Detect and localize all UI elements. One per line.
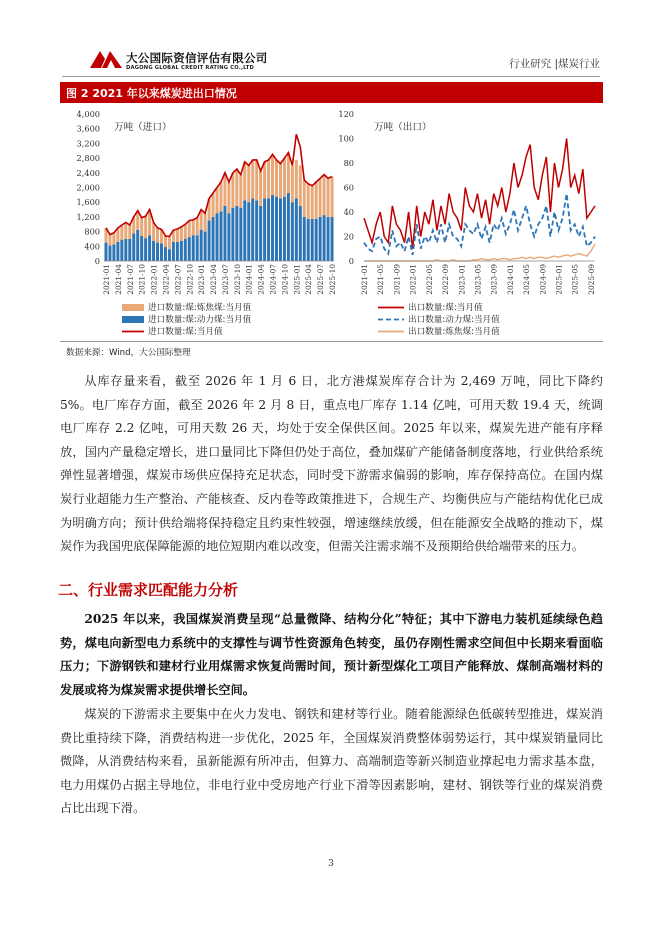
import-x-tick-label: 2022-04 [161, 264, 171, 295]
export-y-tick-label: 60 [343, 182, 354, 193]
import-thermal-bar [219, 211, 222, 261]
import-coking-bar [299, 165, 302, 205]
import-coking-bar [279, 164, 282, 199]
export-x-tick-label: 2025-09 [586, 264, 596, 295]
import-legend-label: 进口数量:煤:当月值 [148, 327, 223, 337]
import-x-tick-label: 2021-07 [125, 264, 135, 295]
export-y-tick-label: 40 [343, 207, 354, 217]
import-thermal-bar [247, 202, 250, 261]
import-x-tick-label: 2021-01 [101, 264, 111, 295]
import-thermal-bar [192, 235, 195, 261]
import-coking-bar [204, 213, 207, 231]
import-thermal-bar [327, 217, 330, 261]
import-coking-bar [219, 182, 222, 211]
export-x-tick-label: 2025-05 [570, 264, 580, 295]
import-y-tick-label: 4,000 [76, 109, 100, 119]
import-coking-bar [255, 160, 258, 200]
import-thermal-bar [299, 206, 302, 261]
import-thermal-bar [104, 243, 107, 261]
import-thermal-bar [231, 208, 234, 261]
import-thermal-bar [184, 239, 187, 261]
import-x-tick-label: 2025-04 [304, 264, 314, 295]
export-legend-label: 出口数量:炼焦煤:当月值 [408, 327, 500, 337]
import-x-tick-label: 2024-04 [256, 264, 266, 295]
import-y-tick-label: 800 [84, 226, 100, 237]
import-thermal-bar [315, 219, 318, 261]
export-x-tick-label: 2025-01 [554, 264, 564, 295]
import-unit-label: 万吨（进口） [114, 122, 172, 133]
import-coking-bar [259, 171, 262, 206]
import-y-tick-label: 3,200 [76, 138, 100, 149]
import-legend [122, 301, 252, 337]
import-x-tick-label: 2024-10 [280, 264, 290, 295]
import-thermal-bar [263, 199, 266, 261]
import-thermal-bar [120, 240, 123, 261]
export-x-tick-label: 2021-05 [376, 264, 386, 295]
export-x-tick-label: 2024-09 [538, 264, 548, 295]
export-x-tick-label: 2023-05 [473, 264, 483, 295]
export-x-tick-label: 2023-09 [489, 264, 499, 295]
import-coking-bar [140, 218, 143, 236]
header-divider [62, 76, 600, 77]
import-thermal-bar [271, 195, 274, 261]
import-thermal-bar [204, 232, 207, 261]
export-x-tick-label: 2024-01 [505, 264, 515, 295]
import-x-tick-label: 2023-04 [209, 264, 219, 295]
dagong-logo-icon [88, 48, 124, 70]
import-thermal-bar [283, 197, 286, 261]
export-y-tick-label: 100 [338, 133, 354, 144]
import-coking-bar [263, 162, 266, 199]
import-coking-bar [303, 180, 306, 217]
import-coking-bar [231, 173, 234, 208]
body-paragraph-inventory: 从库存量来看，截至 2026 年 1 月 6 日，北方港煤炭库存合计为 2,469 万吨，同比下降约 5%。电厂库存方面，截至 2026 年 2 月 8 日，重点电厂库存 1.14 亿吨，可用天数 19.4 天，统调电厂库存 2.2 亿吨，可用天数 26 天，均处于安全保供区间。2025 年以来，煤炭先进产能有序释放，国内产量稳定增长，进口量同比下降但仍处于高位，叠加煤矿产能储备制度落地，行业供给系统弹性显著增强，煤炭市场供应保持充足状态，同时受下游需求偏弱的影响，库存保持高位。在国内煤炭行业超能力生产整治、产能核查、反内卷等政策推进下，合规生产、均衡供应与产能结构优化已成为明确方向；预计供给端将保持稳定且约束性较强，增速继续放缓，但在能源安全战略的推动下，煤炭作为我国兜底保障能源的地位短期内难以改变，但需关注需求端不及预期给供给端带来的压力。 [60, 374, 603, 554]
import-coking-bar [247, 165, 250, 202]
export-legend-label: 出口数量:动力煤:当月值 [408, 315, 500, 325]
import-thermal-bar [275, 197, 278, 261]
figure-caption-bar [60, 82, 603, 103]
import-coking-bar [315, 182, 318, 219]
import-coking-bar [164, 236, 167, 247]
import-y-tick-label: 2,800 [76, 153, 100, 164]
export-y-tick-label: 120 [338, 109, 354, 119]
import-thermal-bar [243, 200, 246, 261]
import-coking-bar [188, 221, 191, 238]
import-thermal-bar [235, 206, 238, 261]
import-legend-label: 进口数量:煤:炼焦煤:当月值 [148, 303, 252, 313]
import-thermal-bar [208, 221, 211, 261]
import-thermal-bar [200, 230, 203, 261]
body-paragraph-summary: 2025 年以来，我国煤炭消费呈现“总量微降、结构分化”特征；其中下游电力装机延续绿色趋势，煤电向新型电力系统中的支撑性与调节性资源角色转变，虽仍存刚性需求空间但中长期来看面临压力；下游钢铁和建材行业用煤需求恢复尚需时间，预计新型煤化工项目产能释放、煤制高端材料的发展或将为煤炭需求提供增长空间。 [60, 612, 603, 697]
import-x-tick-label: 2022-07 [173, 264, 183, 295]
import-thermal-bar [227, 213, 230, 261]
figure-caption: 图 2 2021 年以来煤炭进出口情况 [66, 87, 237, 100]
import-thermal-bar [223, 206, 226, 261]
import-coking-bar [295, 160, 298, 199]
import-thermal-bar [267, 199, 270, 261]
import-coking-bar [311, 186, 314, 219]
import-coking-bar [124, 222, 127, 239]
import-y-tick-label: 2,400 [76, 167, 100, 178]
import-coking-bar [120, 225, 123, 240]
import-thermal-bar [180, 241, 183, 261]
import-coking-bar [319, 178, 322, 217]
report-section-label: 行业研究 |煤炭行业 [509, 58, 600, 70]
import-thermal-bar [128, 239, 131, 261]
import-total-line [106, 134, 332, 236]
import-thermal-bar [164, 247, 167, 261]
figure-source: 数据来源：Wind，大公国际整理 [66, 348, 191, 358]
import-thermal-bar [295, 199, 298, 261]
import-x-tick-label: 2023-07 [220, 264, 230, 295]
import-y-tick-label: 2,000 [76, 182, 100, 193]
import-thermal-bar [132, 233, 135, 261]
import-coking-bar [271, 154, 274, 194]
import-thermal-bar [116, 242, 119, 261]
import-thermal-bar [108, 246, 111, 261]
export-x-tick-label: 2021-01 [360, 264, 369, 295]
import-thermal-bar [323, 215, 326, 261]
import-thermal-bar [140, 236, 143, 261]
import-thermal-bar [255, 200, 258, 261]
import-thermal-bar [239, 208, 242, 261]
import-thermal-bar [307, 219, 310, 261]
import-thermal-bar [176, 242, 179, 261]
import-x-tick-label: 2022-10 [185, 264, 195, 295]
import-coking-bar [331, 176, 334, 216]
import-coking-bar [192, 220, 195, 235]
export-x-tick-label: 2024-05 [522, 264, 532, 295]
export-x-tick-label: 2023-01 [457, 264, 467, 295]
export-legend-label: 出口数量:煤:当月值 [408, 303, 483, 313]
import-x-tick-label: 2025-10 [328, 264, 338, 295]
import-coking-bar [291, 165, 294, 202]
import-coking-bar [227, 182, 230, 213]
import-y-tick-label: 1,600 [76, 197, 100, 208]
import-thermal-bar [136, 230, 139, 261]
import-coking-bar [176, 229, 179, 242]
export-y-tick-label: 20 [343, 231, 354, 242]
import-thermal-bar [168, 249, 171, 261]
import-x-tick-label: 2025-01 [292, 264, 302, 295]
export-legend [378, 301, 500, 337]
page-number: 3 [328, 859, 334, 869]
import-coking-bar [144, 216, 147, 238]
import-y-tick-label: 0 [94, 256, 100, 266]
import-thermal-bar [144, 238, 147, 261]
import-coking-bar [184, 224, 187, 239]
import-thermal-bar [287, 193, 290, 261]
import-thermal-bar [251, 199, 254, 261]
import-y-tick-label: 3,600 [76, 123, 100, 134]
import-x-tick-label: 2023-01 [197, 264, 207, 295]
export-x-tick-label: 2022-05 [424, 264, 434, 295]
import-coking-bar [275, 160, 278, 197]
body-paragraph-demand: 煤炭的下游需求主要集中在火力发电、钢铁和建材等行业。随着能源绿色低碳转型推进，煤炭消费比重持续下降，消费结构进一步优化，2025 年，全国煤炭消费整体弱势运行，其中煤炭销量同比微降，从消费结构来看，虽新能源有所冲击，但算力、高端制造等新兴制造业撑起电力需求基本盘，电力用煤仍占据主导地位，非电行业中受房地产行业下滑等因素影响，建材、钢铁等行业的煤炭消费占比出现下滑。 [60, 707, 603, 816]
import-coking-bar [168, 236, 171, 249]
import-coking-bar [112, 233, 115, 245]
import-thermal-bar [303, 217, 306, 261]
import-coking-bar [251, 160, 254, 199]
import-thermal-bar [148, 235, 151, 261]
import-coking-bar [108, 235, 111, 246]
import-chart [77, 109, 337, 295]
import-legend-label: 进口数量:煤:动力煤:当月值 [148, 315, 252, 325]
section-title: 二、行业需求匹配能力分析 [58, 581, 239, 599]
import-thermal-bar [216, 213, 219, 261]
export-x-tick-label: 2022-09 [441, 264, 451, 295]
import-coking-bar [128, 225, 131, 239]
import-x-tick-label: 2023-10 [232, 264, 242, 295]
coal-import-export-charts [60, 104, 603, 340]
import-coking-bar [212, 193, 215, 217]
import-thermal-bar [212, 217, 215, 261]
import-y-tick-label: 400 [84, 241, 100, 252]
export-unit-label: 万吨（出口） [374, 122, 432, 133]
import-coking-bar [283, 158, 286, 197]
export-chart [338, 109, 596, 295]
import-coking-bar [156, 228, 159, 243]
import-thermal-bar [156, 243, 159, 261]
export-x-tick-label: 2022-01 [408, 264, 418, 295]
import-legend-swatch [122, 316, 144, 323]
import-thermal-bar [259, 206, 262, 261]
import-thermal-bar [279, 199, 282, 261]
company-name-en: DAGONG GLOBAL CREDIT RATING CO.,LTD [126, 65, 255, 71]
export-y-tick-label: 0 [348, 256, 354, 266]
import-x-tick-label: 2024-07 [268, 264, 278, 295]
import-thermal-bar [124, 239, 127, 261]
export-coking-line [364, 244, 595, 261]
import-coking-bar [196, 218, 199, 236]
import-x-tick-label: 2022-01 [149, 264, 159, 295]
import-coking-bar [327, 178, 330, 217]
import-thermal-bar [331, 217, 334, 261]
import-x-tick-label: 2024-01 [244, 264, 254, 295]
export-y-tick-label: 80 [343, 158, 354, 168]
import-thermal-bar [319, 217, 322, 261]
export-x-tick-label: 2021-09 [392, 264, 402, 295]
import-thermal-bar [291, 202, 294, 261]
import-coking-bar [216, 188, 219, 214]
import-thermal-bar [112, 244, 115, 261]
company-name-cn: 大公国际资信评估有限公司 [126, 51, 268, 65]
import-thermal-bar [311, 219, 314, 261]
import-thermal-bar [152, 241, 155, 261]
import-coking-bar [223, 173, 226, 206]
import-coking-bar [239, 175, 242, 208]
import-thermal-bar [196, 235, 199, 261]
import-thermal-bar [160, 243, 163, 261]
import-coking-bar [267, 160, 270, 199]
import-thermal-bar [188, 237, 191, 261]
import-legend-swatch [122, 304, 144, 311]
source-divider [60, 341, 603, 342]
import-y-tick-label: 1,200 [76, 211, 100, 222]
import-coking-bar [323, 175, 326, 215]
import-coking-bar [307, 184, 310, 219]
import-coking-bar [235, 169, 238, 206]
import-x-tick-label: 2021-10 [137, 264, 147, 295]
import-x-tick-label: 2021-04 [113, 264, 123, 295]
import-x-tick-label: 2025-07 [316, 264, 326, 295]
import-coking-bar [180, 227, 183, 241]
import-thermal-bar [172, 242, 175, 261]
